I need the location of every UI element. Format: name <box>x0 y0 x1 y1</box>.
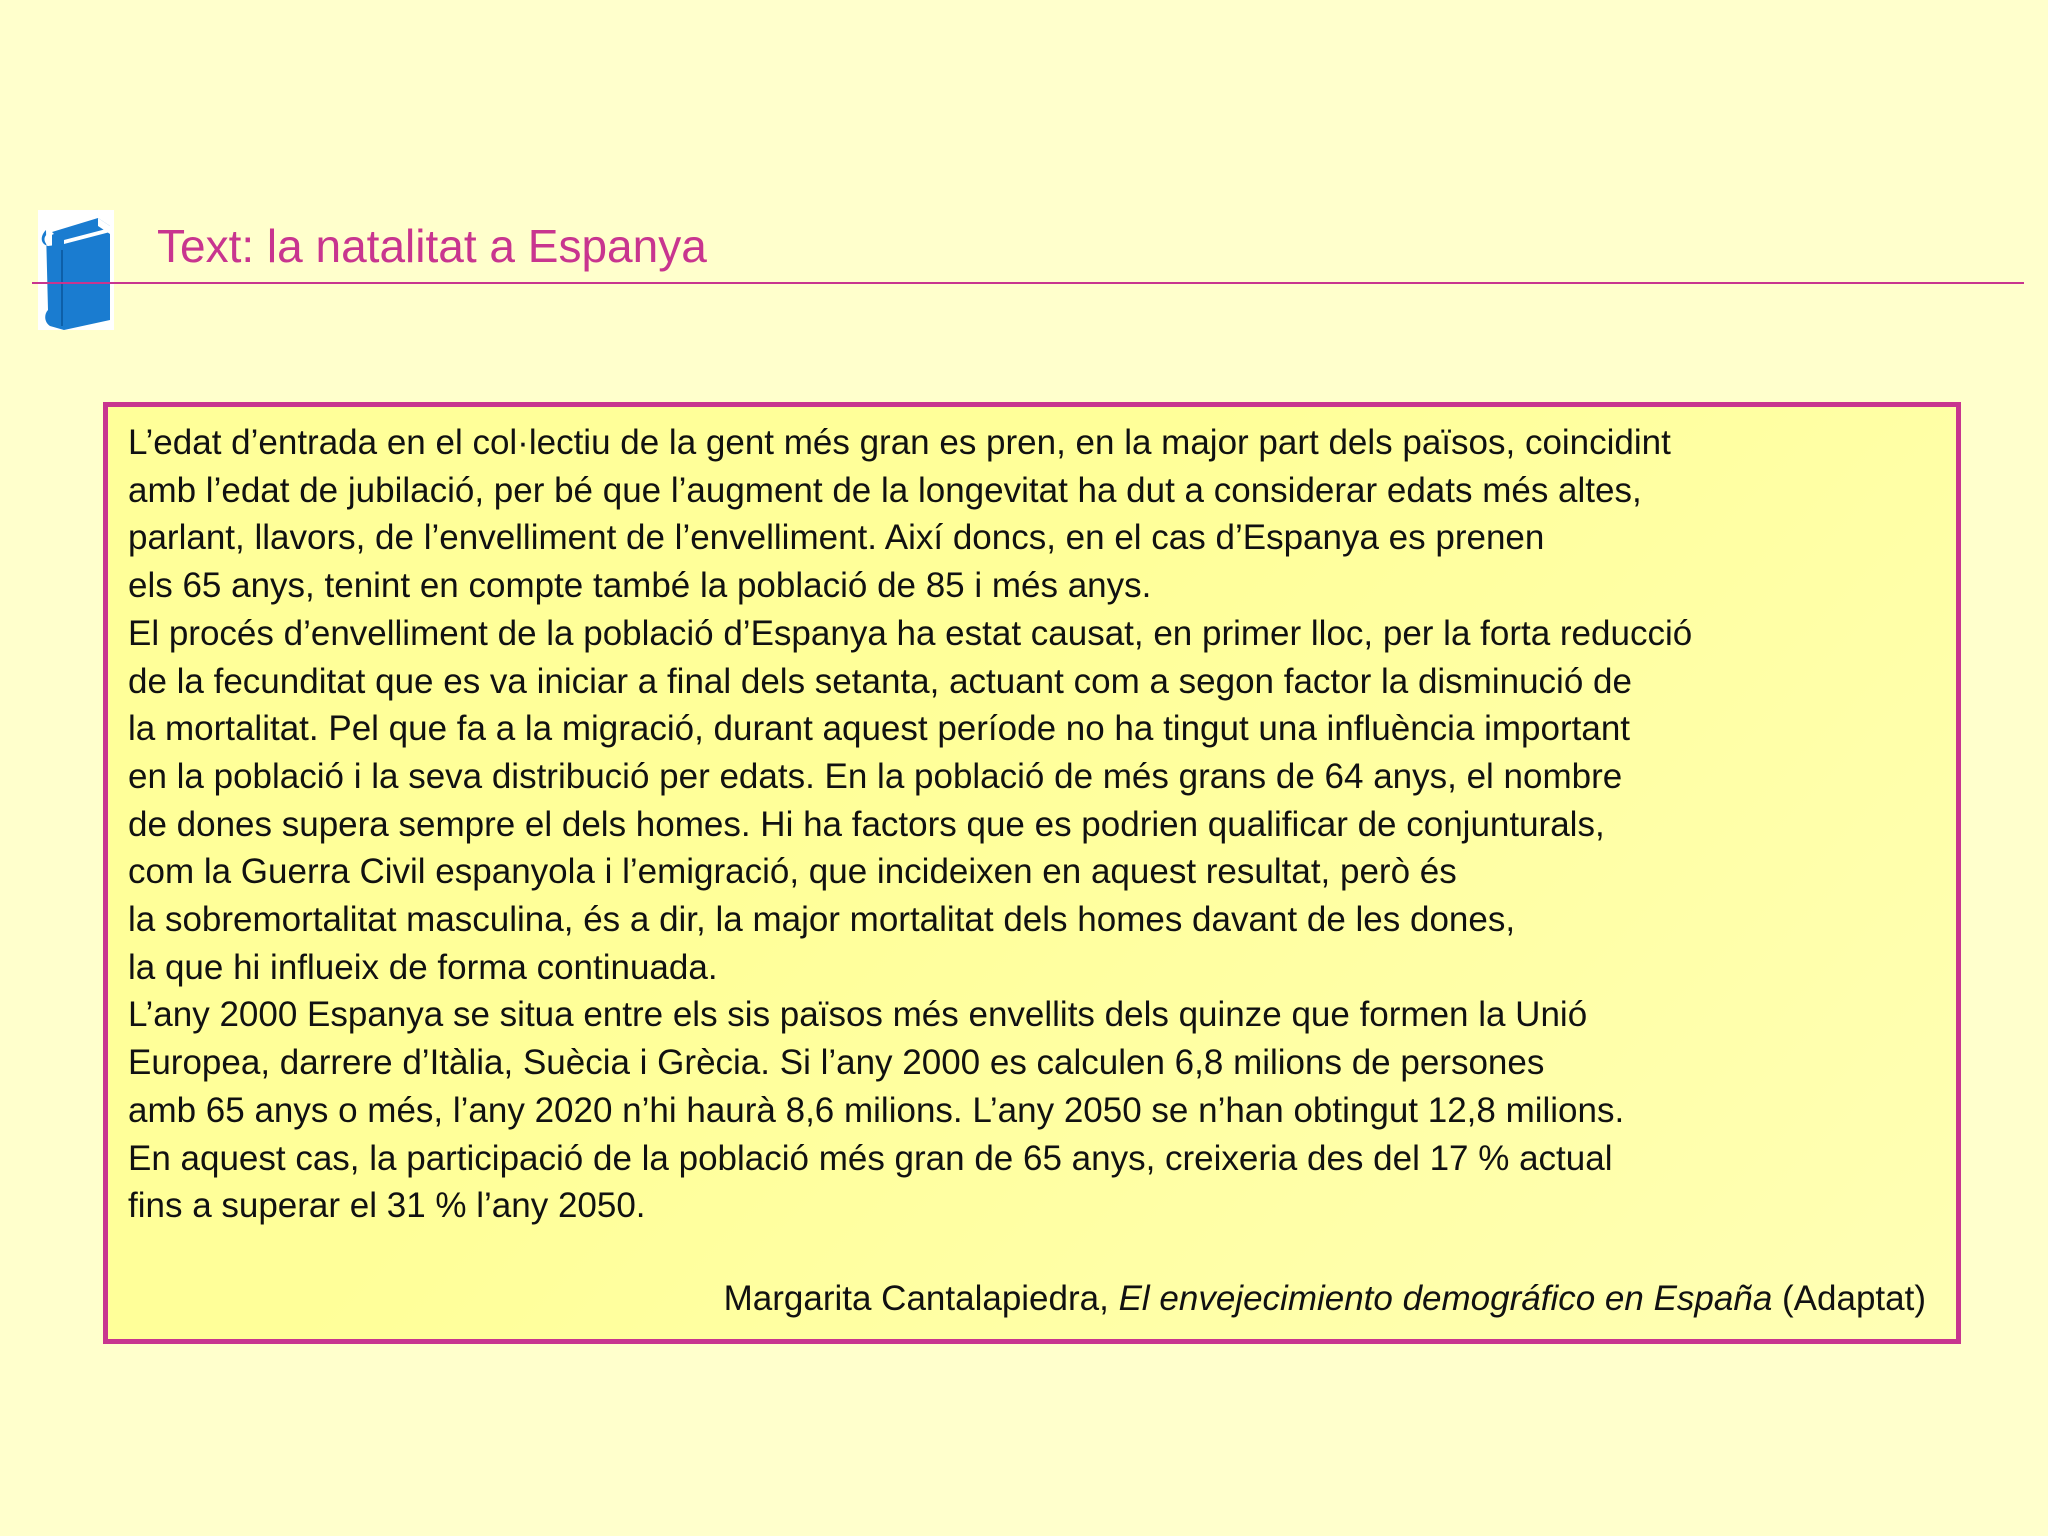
text-line: L’edat d’entrada en el col·lectiu de la gent més gran es pren, en la major part dels països, coincidint <box>128 423 1671 462</box>
text-line: la mortalitat. Pel que fa a la migració, durant aquest període no ha tingut una influència important <box>128 709 1631 749</box>
text-line: parlant, llavors, de l’envelliment de l’envelliment. Així doncs, en el cas d’Espanya es prenen <box>128 518 1545 558</box>
text-body <box>128 419 1936 1230</box>
text-line: L’any 2000 Espanya se situa entre els sis països més envellits dels quinze que formen la Unió <box>128 995 1588 1035</box>
text-line: El procés d’envelliment de la població d’Espanya ha estat causat, en primer lloc, per la forta reducció <box>128 613 1693 653</box>
text-line: de dones supera sempre el dels homes. Hi ha factors que es podrien qualificar de conjunturals, <box>128 804 1605 844</box>
text-line: fins a superar el 31 % l’any 2050. <box>128 1186 646 1226</box>
book-icon <box>38 210 114 330</box>
text-line: amb l’edat de jubilació, per bé que l’augment de la longevitat ha dut a considerar edats més altes, <box>128 470 1642 510</box>
citation-work: El envejecimiento demográfico en España <box>1118 1279 1773 1318</box>
title-divider <box>32 282 2024 284</box>
text-line: En aquest cas, la participació de la població més gran de 65 anys, creixeria des del 17 % actual <box>128 1138 1613 1178</box>
citation-author: Margarita Cantalapiedra, <box>723 1279 1119 1318</box>
citation-note: (Adaptat) <box>1772 1279 1926 1318</box>
text-box <box>103 402 1961 1344</box>
text-line: com la Guerra Civil espanyola i l’emigració, que incideixen en aquest resultat, però és <box>128 852 1457 892</box>
text-line: de la fecunditat que es va iniciar a final dels setanta, actuant com a segon factor la disminució de <box>128 661 1632 701</box>
text-line: els 65 anys, tenint en compte també la població de 85 i més anys. <box>128 566 1152 606</box>
text-line: amb 65 anys o més, l’any 2020 n’hi haurà 8,6 milions. L’any 2050 se n’han obtingut 12,8 milions. <box>128 1090 1625 1130</box>
citation <box>724 1275 1926 1323</box>
text-line: Europea, darrere d’Itàlia, Suècia i Grècia. Si l’any 2000 es calculen 6,8 milions de persones <box>128 1043 1545 1083</box>
text-line: la que hi influeix de forma continuada. <box>128 947 718 987</box>
page-title: Text: la natalitat a Espanya <box>157 220 707 272</box>
text-line: la sobremortalitat masculina, és a dir, la major mortalitat dels homes davant de les dones, <box>128 900 1516 940</box>
text-line: en la població i la seva distribució per edats. En la població de més grans de 64 anys, el nombre <box>128 756 1623 796</box>
